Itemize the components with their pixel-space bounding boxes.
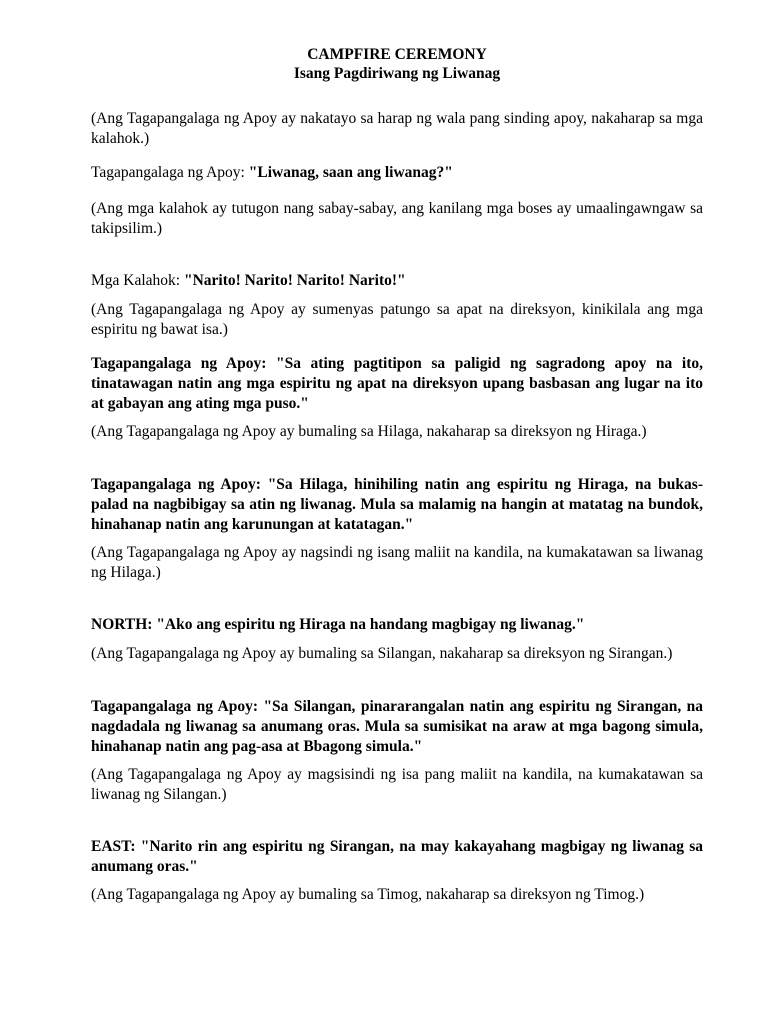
stage-direction-4: (Ang Tagapangalaga ng Apoy ay bumaling sa Hilaga, nakaharap sa direksyon ng Hiraga.) (91, 423, 647, 440)
dialogue-quote: "Narito! Narito! Narito! Narito!" (183, 272, 406, 289)
dialogue-invocation: Tagapangalaga ng Apoy: "Sa ating pagtitipon sa paligid ng sagradong apoy na ito, tinatawagan natin ang mga espiritu ng apat na direksyon upang basbasan ang lugar na ito at gabayan ang ating mga puso." (91, 355, 703, 412)
dialogue-line-2 (91, 271, 703, 291)
stage-direction-8: (Ang Tagapangalaga ng Apoy ay bumaling sa Timog, nakaharap sa direksyon ng Timog.) (91, 886, 645, 903)
stage-direction-7: (Ang Tagapangalaga ng Apoy ay magsisindi ng isa pang maliit na kandila, na kumakatawan sa liwanag ng Silangan.) (91, 766, 703, 803)
stage-direction-2: (Ang mga kalahok ay tutugon nang sabay-sabay, ang kanilang mga boses ay umaalingawngaw sa takipsilim.) (91, 200, 703, 237)
speaker-label: Tagapangalaga ng Apoy: (91, 164, 249, 181)
dialogue-east: EAST: "Narito rin ang espiritu ng Sirangan, na may kakayahang magbigay ng liwanag sa anumang oras." (91, 838, 703, 875)
dialogue-quote: "Liwanag, saan ang liwanag?" (248, 164, 453, 181)
document-page (91, 45, 703, 905)
dialogue-line-1 (91, 163, 703, 183)
speaker-label: Mga Kalahok: (91, 272, 184, 289)
stage-direction-5: (Ang Tagapangalaga ng Apoy ay nagsindi ng isang maliit na kandila, na kumakatawan sa liwanag ng Hilaga.) (91, 544, 703, 581)
dialogue-north: NORTH: "Ako ang espiritu ng Hiraga na handang magbigay ng liwanag." (91, 616, 585, 633)
dialogue-east-invocation: Tagapangalaga ng Apoy: "Sa Silangan, pinararangalan natin ang espiritu ng Sirangan, na nagdadala ng liwanag sa anumang oras. Mula sa sumisikat na araw at mga bagong simula, hinahanap natin ang pag-asa at Bbagong simula." (91, 698, 703, 755)
stage-direction-6: (Ang Tagapangalaga ng Apoy ay bumaling sa Silangan, nakaharap sa direksyon ng Sirangan.) (91, 645, 673, 662)
document-title: CAMPFIRE CEREMONY (307, 46, 487, 63)
dialogue-north-invocation: Tagapangalaga ng Apoy: "Sa Hilaga, hinihiling natin ang espiritu ng Hiraga, na bukas-palad na nagbibigay sa atin ng liwanag. Mula sa malamig na hangin at matatag na bundok, hinahanap natin ang karunungan at katatagan." (91, 476, 703, 533)
stage-direction-3: (Ang Tagapangalaga ng Apoy ay sumenyas patungo sa apat na direksyon, kinikilala ang mga espiritu ng bawat isa.) (91, 301, 703, 338)
document-subtitle: Isang Pagdiriwang ng Liwanag (293, 65, 501, 82)
stage-direction-1: (Ang Tagapangalaga ng Apoy ay nakatayo sa harap ng wala pang sinding apoy, nakaharap sa mga kalahok.) (91, 110, 703, 147)
